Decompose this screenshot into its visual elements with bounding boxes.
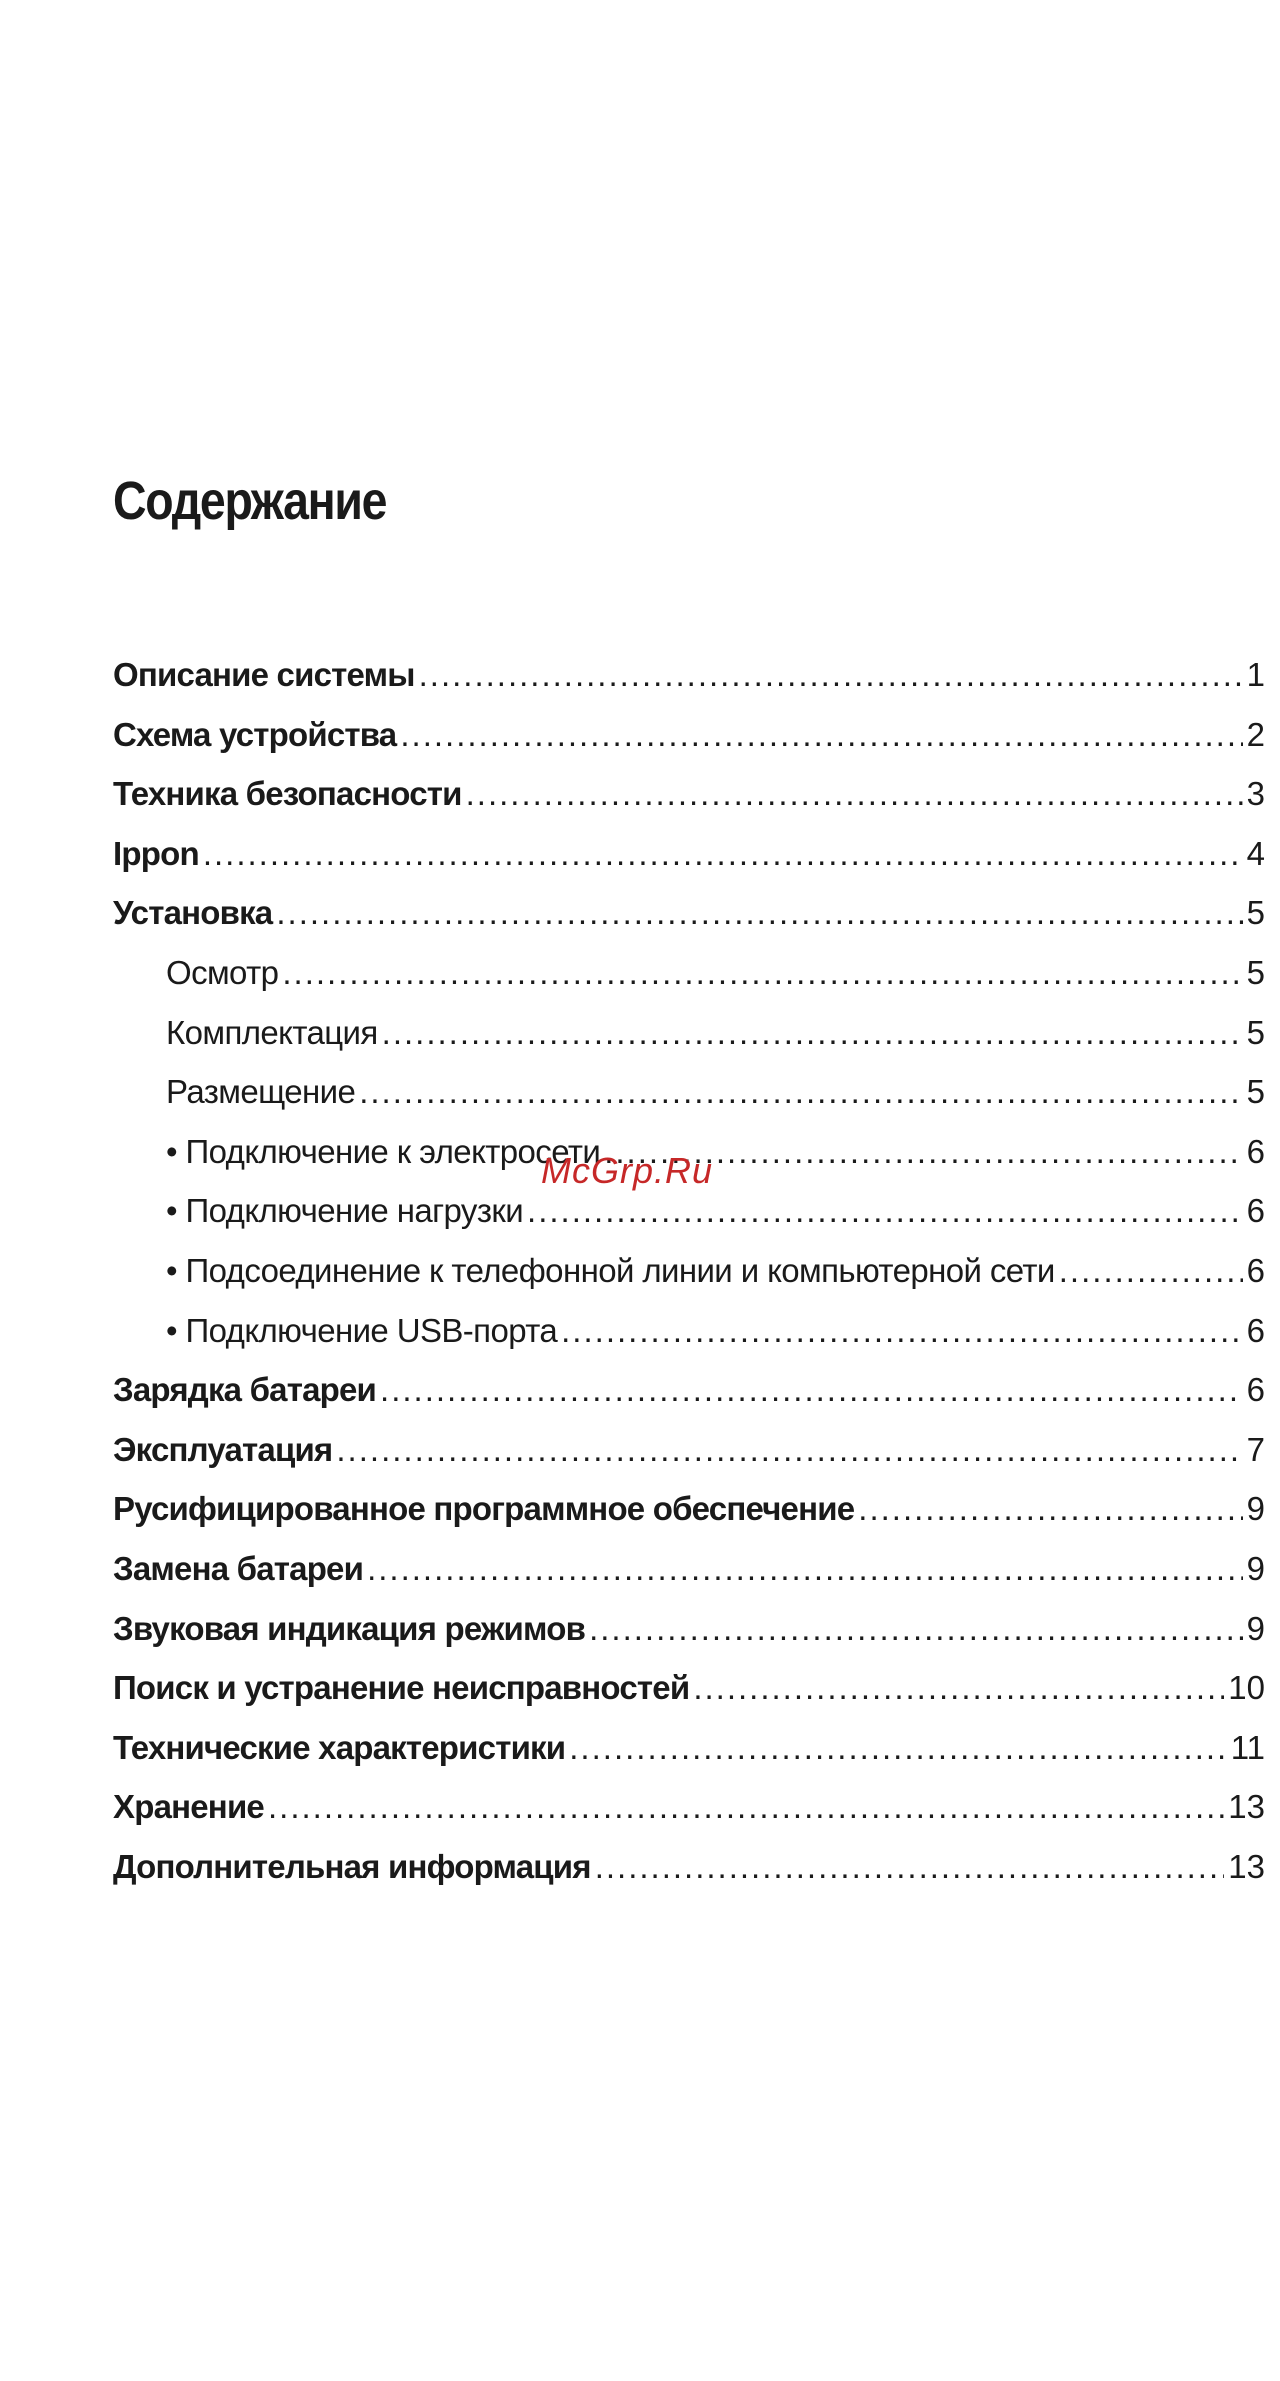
toc-entry[interactable] [113,1062,1265,1122]
toc-entry-page-number: 5 [1246,1073,1265,1111]
toc-leader-dots [400,705,1242,765]
toc-entry-label: Зарядка батареи [113,1371,377,1409]
toc-entry-label: Установка [113,894,273,932]
toc-entry-label: Технические характеристики [113,1728,566,1766]
toc-entry[interactable] [113,824,1265,884]
toc-entry[interactable] [113,1420,1265,1480]
toc-leader-dots [561,1301,1243,1361]
toc-leader-dots [382,1003,1243,1063]
toc-entry[interactable] [113,764,1265,824]
toc-entry-label: Схема устройства [113,715,397,753]
toc-entry[interactable] [113,1003,1265,1063]
toc-entry-label: • Подсоединение к телефонной линии и компьютерной сети [166,1251,1055,1289]
toc-entry-label: Ippon [113,834,199,872]
toc-entry-label: • Подключение USB-порта [166,1311,558,1349]
toc-leader-dots [419,645,1243,705]
toc-leader-dots [336,1420,1242,1480]
toc-leader-dots [268,1777,1224,1837]
toc-leader-dots [282,943,1242,1003]
toc-leader-dots [595,1837,1225,1897]
toc-entry-label: • Подключение нагрузки [166,1192,524,1230]
toc-entry[interactable] [113,1777,1265,1837]
toc-entry-label: Осмотр [166,953,279,991]
toc-entry[interactable] [113,1479,1265,1539]
toc-entry-page-number: 2 [1246,715,1265,753]
toc-entry-label: Русифицированное программное обеспечение [113,1490,855,1528]
toc-leader-dots [589,1599,1243,1659]
toc-entry-label: Поиск и устранение неисправностей [113,1669,690,1707]
toc-leader-dots [693,1658,1224,1718]
toc-entry-label: Дополнительная информация [113,1847,591,1885]
toc-entry-label: Эксплуатация [113,1430,333,1468]
toc-entry-page-number: 7 [1246,1430,1265,1468]
toc-entry-page-number: 1 [1246,656,1265,693]
toc-entry[interactable] [113,943,1265,1003]
toc-entry-label: Хранение [113,1788,264,1826]
toc-entry-label: Комплектация [166,1013,378,1051]
toc-entry[interactable] [113,705,1265,765]
toc-entry-page-number: 13 [1228,1847,1265,1885]
toc-entry-page-number: 6 [1246,1371,1265,1409]
toc-entry-page-number: 5 [1246,1013,1265,1051]
toc-entry-page-number: 9 [1246,1549,1265,1587]
toc-leader-dots [1059,1241,1243,1301]
toc-entry-page-number: 3 [1246,775,1265,813]
toc-entry[interactable] [113,1301,1265,1361]
toc-entry-page-number: 6 [1246,1251,1265,1289]
toc-entry-page-number: 9 [1246,1490,1265,1528]
toc-entry[interactable] [113,1658,1265,1718]
table-of-contents [113,645,1265,1896]
toc-entry-page-number: 9 [1246,1609,1265,1647]
toc-entry[interactable] [113,1539,1265,1599]
toc-entry-label: Замена батареи [113,1549,364,1587]
toc-entry-label: Звуковая индикация режимов [113,1609,586,1647]
toc-entry-label: Техника безопасности [113,775,462,813]
toc-entry[interactable] [113,645,1265,705]
toc-entry-page-number: 11 [1230,1728,1265,1766]
toc-entry-page-number: 6 [1246,1192,1265,1230]
toc-entry-label: Описание системы [113,656,415,693]
toc-entry-page-number: 5 [1246,894,1265,932]
toc-leader-dots [569,1718,1226,1778]
toc-entry[interactable] [113,1837,1265,1897]
toc-entry[interactable] [113,1360,1265,1420]
toc-entry[interactable] [113,1599,1265,1659]
toc-leader-dots [466,764,1243,824]
toc-entry-label: Размещение [166,1073,356,1111]
watermark-text: McGrp.Ru [541,1150,714,1191]
toc-leader-dots [276,883,1242,943]
toc-leader-dots [203,824,1243,884]
toc-entry-page-number: 10 [1228,1669,1265,1707]
toc-entry-page-number: 6 [1246,1311,1265,1349]
toc-leader-dots [359,1062,1242,1122]
toc-entry-page-number: 5 [1246,953,1265,991]
toc-entry-page-number: 6 [1246,1132,1265,1170]
toc-leader-dots [858,1479,1242,1539]
toc-entry-label: • Подключение к электросети [166,1132,601,1170]
toc-leader-dots [380,1360,1243,1420]
toc-leader-dots [367,1539,1243,1599]
toc-entry-page-number: 13 [1228,1788,1265,1826]
toc-entry[interactable] [113,1241,1265,1301]
toc-entry-page-number: 4 [1246,834,1265,872]
toc-entry[interactable] [113,883,1265,943]
toc-entry[interactable] [113,1718,1265,1778]
page-title: Содержание [113,471,387,531]
